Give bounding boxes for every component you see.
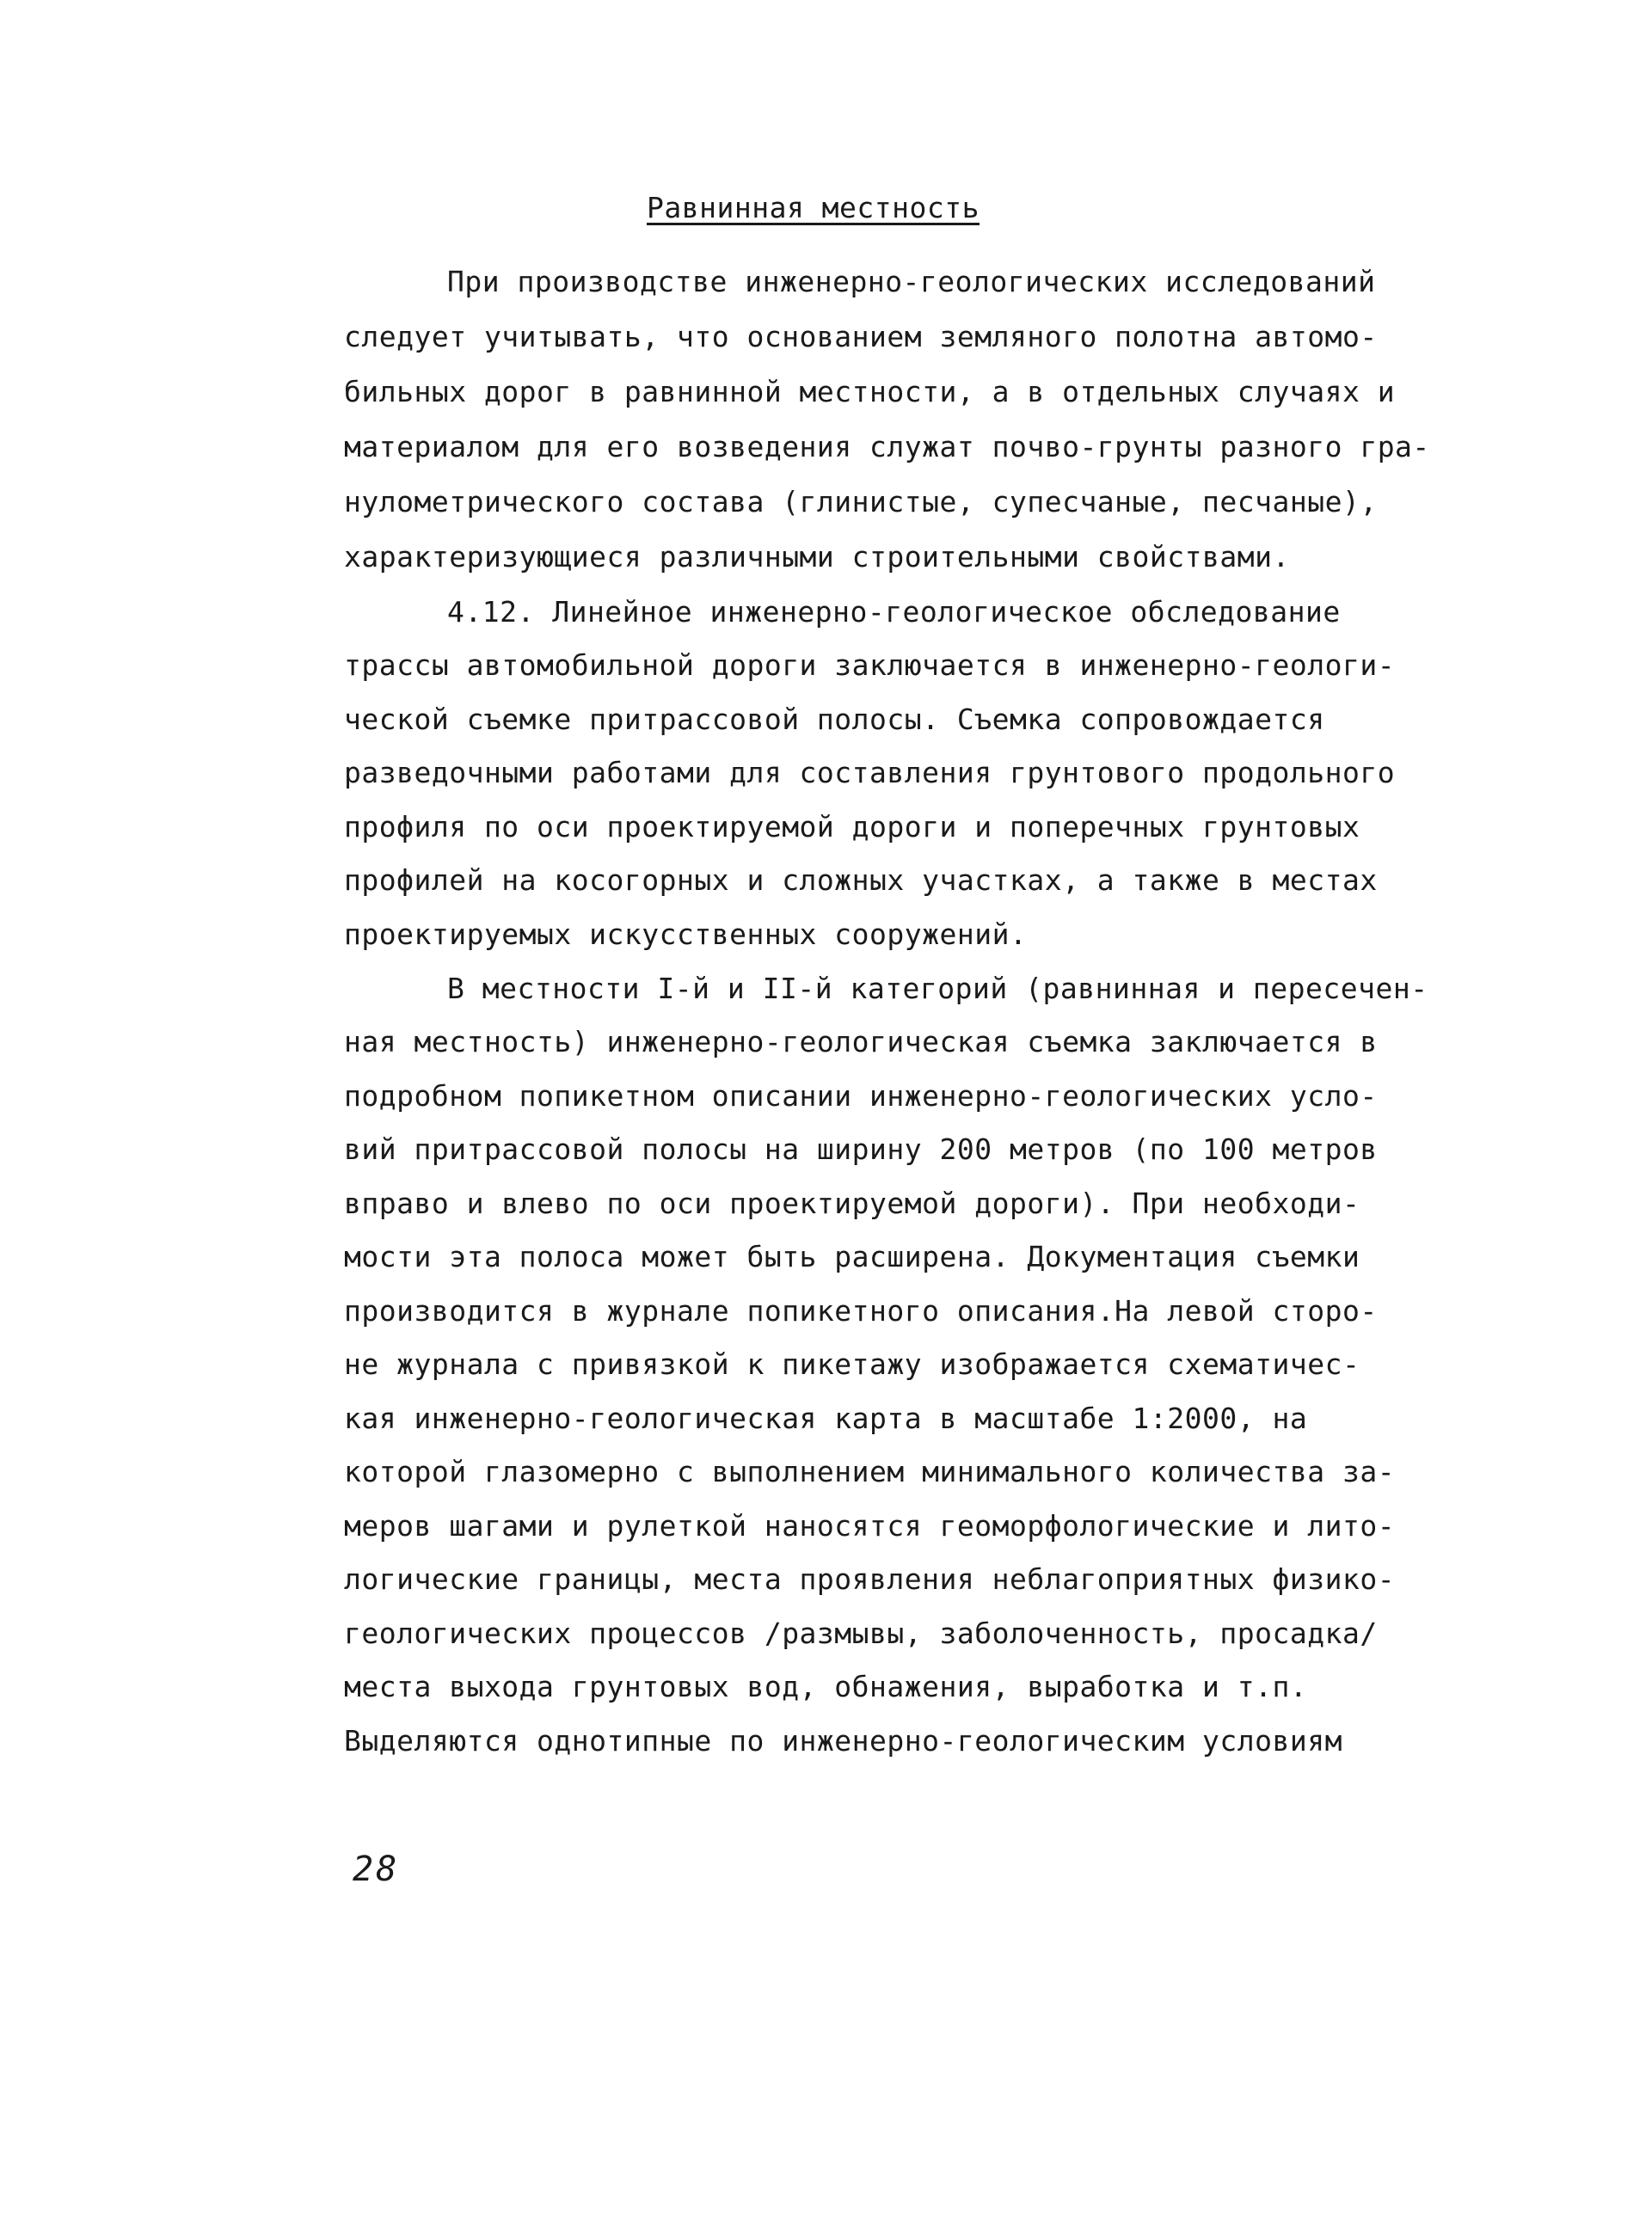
text-line: Выделяются однотипные по инженерно-геологическим условиям [344, 1724, 1342, 1758]
text-line: места выхода грунтовых вод, обнажения, выработка и т.п. [344, 1670, 1308, 1703]
text-line: кая инженерно-геологическая карта в масштабе 1:2000, на [344, 1402, 1308, 1435]
section-heading: Равнинная местность [647, 191, 980, 224]
text-line: меров шагами и рулеткой наносятся геоморфологические и лито- [344, 1509, 1396, 1543]
text-line: При производстве инженерно-геологических исследований [447, 265, 1376, 298]
text-line: профилей на косогорных и сложных участках, а также в местах [344, 863, 1378, 897]
text-line: подробном попикетном описании инженерно-геологических усло- [344, 1079, 1378, 1113]
text-line: бильных дорог в равнинной местности, а в отдельных случаях и [344, 375, 1396, 408]
text-line: характеризующиеся различными строительными свойствами. [344, 540, 1290, 574]
text-line: ческой съемке притрассовой полосы. Съемка сопровождается [344, 703, 1325, 736]
text-line: трассы автомобильной дороги заключается в инженерно-геологи- [344, 648, 1396, 682]
text-line: профиля по оси проектируемой дороги и поперечных грунтовых [344, 810, 1360, 844]
text-line: вий притрассовой полосы на ширину 200 метров (по 100 метров [344, 1132, 1378, 1166]
text-line: проектируемых искусственных сооружений. [344, 917, 1028, 951]
text-line: которой глазомерно с выполнением минимального количества за- [344, 1455, 1396, 1488]
text-line: вправо и влево по оси проектируемой дороги). При необходи- [344, 1187, 1360, 1220]
text-line: разведочными работами для составления грунтового продольного [344, 756, 1396, 789]
text-line: мости эта полоса может быть расширена. Документация съемки [344, 1240, 1360, 1273]
text-line: В местности I-й и II-й категорий (равнинная и пересечен- [447, 972, 1428, 1005]
text-line: материалом для его возведения служат почво-грунты разного гра- [344, 430, 1430, 463]
text-line: следует учитывать, что основанием земляного полотна автомо- [344, 320, 1378, 353]
text-line: ная местность) инженерно-геологическая съемка заключается в [344, 1025, 1378, 1058]
text-line: нулометрического состава (глинистые, супесчаные, песчаные), [344, 485, 1378, 518]
text-line: не журнала с привязкой к пикетажу изображается схематичес- [344, 1347, 1360, 1381]
text-line: производится в журнале попикетного описания.На левой сторо- [344, 1294, 1378, 1328]
text-line: 4.12. Линейное инженерно-геологическое обследование [447, 595, 1341, 629]
page-number: 28 [353, 1850, 400, 1889]
text-line: логические границы, места проявления неблагоприятных физико- [344, 1562, 1396, 1596]
text-line: геологических процессов /размывы, заболоченность, просадка/ [344, 1617, 1378, 1650]
